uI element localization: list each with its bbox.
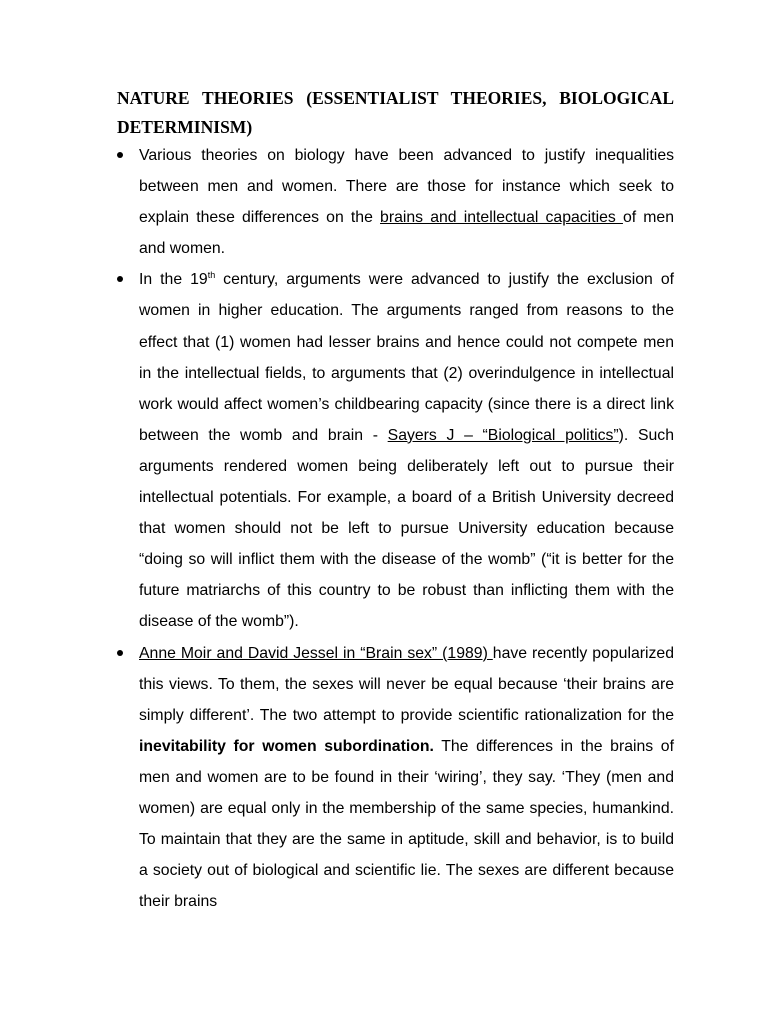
citation-reference: Anne Moir and David Jessel in “Brain sex” (1989) <box>139 644 493 662</box>
list-item <box>117 264 674 637</box>
underlined-text: brains and intellectual capacities <box>380 209 623 227</box>
citation-reference: Sayers J – “Biological politics” <box>387 426 619 444</box>
superscript: th <box>207 270 216 281</box>
paragraph-text: Various theories on biology have been advanced to justify inequalities between men and women. There are those for instance which seek to explain these differences on the <box>139 147 674 227</box>
bold-text: inevitability for women subordination. <box>139 737 434 755</box>
bullet-icon <box>117 650 123 656</box>
paragraph-text: In the 19 <box>139 271 208 289</box>
bullet-list <box>117 140 674 917</box>
bullet-icon <box>117 276 123 282</box>
list-item <box>117 638 674 918</box>
paragraph-text: ). Such arguments rendered women being deliberately left out to pursue their intellectual potentials. For example, a board of a British University decreed that women should not be left to pursue University education because “doing so will inflict them with the disease of the womb” (“it is better for the future matriarchs of this country to be robust than inflicting them with the disease of the womb”). <box>139 426 674 631</box>
section-heading: NATURE THEORIES (ESSENTIALIST THEORIES, BIOLOGICAL DETERMINISM) <box>117 88 674 137</box>
list-item <box>117 140 674 264</box>
bullet-icon <box>117 152 123 158</box>
paragraph-text: The differences in the brains of men and women are to be found in their ‘wiring’, they say. ‘They (men and women) are equal only in the membership of the same species, humankind. To maintain that they are the same in aptitude, skill and behavior, is to build a society out of biological and scientific lie. The sexes are different because their brains <box>139 737 674 911</box>
paragraph-text: have recently popularized this views. To them, the sexes will never be equal because ‘their brains are simply different’. The two attempt to provide scientific rationalization for the <box>139 644 674 724</box>
paragraph-text: century, arguments were advanced to justify the exclusion of women in higher education. The arguments ranged from reasons to the effect that (1) women had lesser brains and hence could not compete men in the intellectual fields, to arguments that (2) overindulgence in intellectual work would affect women’s childbearing capacity (since there is a direct link between the womb and brain - <box>139 271 675 444</box>
paragraph-text: of men and women. <box>139 209 675 258</box>
